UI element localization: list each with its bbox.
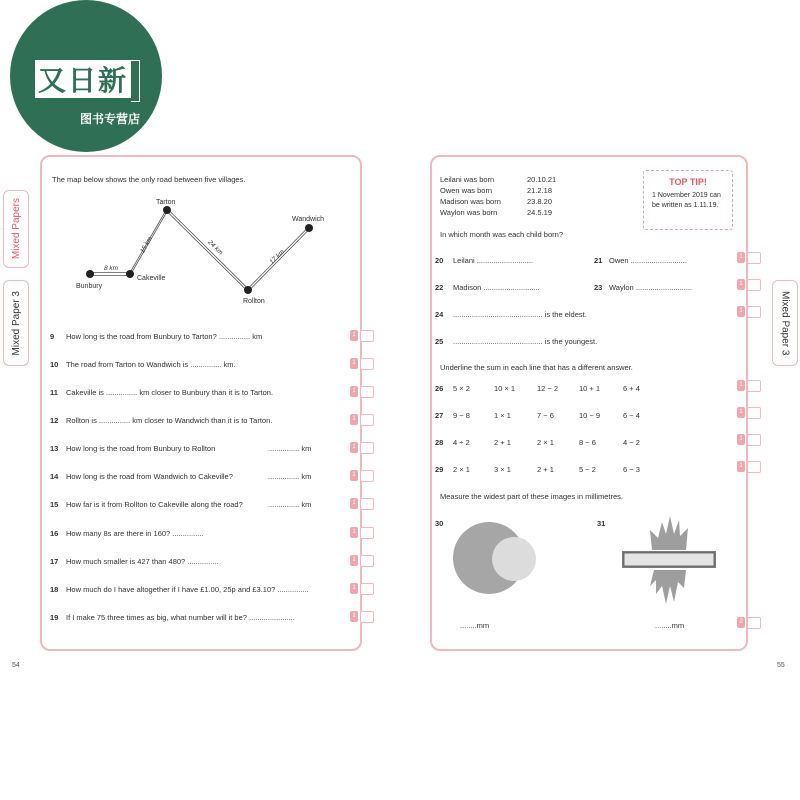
mark-box[interactable]: [737, 380, 761, 391]
mark-value: 1: [737, 407, 745, 418]
tab-mixed-paper-3-right[interactable]: [772, 280, 798, 366]
mark-box[interactable]: [350, 358, 374, 369]
mark-box[interactable]: [737, 407, 761, 418]
mark-value: 1: [350, 555, 358, 566]
answer-line-owen[interactable]: Owen ...........................: [609, 256, 687, 265]
mark-value: 1: [737, 279, 745, 290]
question-number: 19: [50, 613, 59, 622]
village-label-cakeville: Cakeville: [137, 275, 166, 282]
birth-date-waylon: 24.5.19: [527, 208, 553, 217]
village-label-rollton: Rollton: [243, 298, 265, 305]
question-number: 20: [435, 256, 444, 265]
tab-mixed-paper-3-label: Mixed Paper 3: [10, 290, 22, 356]
birth-name-madison: Madison was born: [440, 197, 501, 206]
village-label-wandwich: Wandwich: [292, 216, 325, 223]
birth-name-waylon: Waylon was born: [440, 208, 498, 217]
mark-box[interactable]: [350, 442, 374, 453]
question-text: How long is the road from Bunbury to Tarton? ............... km: [66, 332, 263, 341]
mark-box[interactable]: [737, 461, 761, 472]
month-question: In which month was each child born?: [440, 230, 563, 239]
score-box[interactable]: [747, 407, 761, 419]
logo-subtitle: 图书专营店: [79, 112, 140, 126]
question-text: Rollton is ............... km closer to Wandwich than it is to Tarton.: [66, 416, 273, 425]
sum-option[interactable]: 5 − 2: [579, 465, 596, 474]
score-box[interactable]: [360, 498, 374, 510]
sum-option[interactable]: 10 + 1: [579, 384, 601, 393]
question-number: 18: [50, 585, 59, 594]
distance-label-tarton-rollton: 24 km: [206, 239, 224, 257]
village-dot-bunbury: [86, 270, 94, 278]
page-number-left: 54: [12, 662, 20, 669]
score-box[interactable]: [747, 279, 761, 291]
question-number: 22: [435, 283, 444, 292]
answer-line-q30[interactable]: ........mm: [460, 621, 490, 630]
question-number: 13: [50, 444, 59, 453]
sum-option[interactable]: 6 + 4: [623, 384, 640, 393]
answer-line-madison[interactable]: Madison ...........................: [453, 283, 540, 292]
question-number: 31: [597, 519, 606, 528]
mark-value: 1: [350, 583, 358, 594]
score-box[interactable]: [747, 434, 761, 446]
village-dot-rollton: [244, 286, 252, 294]
mark-value: 1: [737, 434, 745, 445]
question-number: 11: [50, 388, 58, 397]
mark-box[interactable]: [350, 414, 374, 425]
sum-option[interactable]: 1 × 1: [494, 411, 511, 420]
mark-box[interactable]: [350, 583, 374, 594]
mark-value: 1: [350, 527, 358, 538]
mark-box[interactable]: [350, 330, 374, 341]
page-number-right: 55: [777, 662, 785, 669]
mark-value: 1: [737, 252, 745, 263]
score-box[interactable]: [360, 527, 374, 539]
birth-date-madison: 23.8.20: [527, 197, 553, 206]
store-logo: [10, 0, 162, 152]
birth-name-leilani: Leilani was born: [440, 175, 495, 184]
mark-value: 1: [350, 414, 358, 425]
question-number: 23: [594, 283, 603, 292]
mark-value: 1: [737, 461, 745, 472]
score-box[interactable]: [747, 252, 761, 264]
distance-label-bunbury-cakeville: 8 km: [104, 265, 119, 272]
question-number: 26: [435, 384, 444, 393]
question-number: 15: [50, 500, 59, 509]
birth-date-leilani: 20.10.21: [527, 175, 557, 184]
logo-frame: [131, 60, 140, 102]
question-number: 21: [594, 256, 603, 265]
question-number: 12: [50, 416, 59, 425]
question-number: 24: [435, 310, 444, 319]
mark-value: 2: [737, 617, 745, 628]
mark-box[interactable]: [737, 306, 761, 317]
sum-option[interactable]: 7 − 6: [537, 411, 554, 420]
question-number: 9: [50, 332, 55, 341]
sum-option[interactable]: 4 ÷ 2: [453, 438, 470, 447]
mark-box[interactable]: [350, 386, 374, 397]
answer-line-leilani[interactable]: Leilani ...........................: [453, 256, 534, 265]
score-box[interactable]: [360, 330, 374, 342]
score-box[interactable]: [360, 555, 374, 567]
circles-image: [450, 522, 540, 602]
burst-top: [650, 516, 688, 550]
score-box[interactable]: [360, 414, 374, 426]
burst-bottom: [650, 570, 686, 604]
top-tip-body: 1 November 2019 can be written as 1.11.19.: [652, 192, 721, 209]
mark-box[interactable]: [350, 555, 374, 566]
bar-burst-image: [618, 514, 720, 606]
sum-option[interactable]: 6 − 4: [623, 411, 640, 420]
top-tip-title: TOP TIP!: [669, 177, 707, 187]
question-number: 30: [435, 519, 444, 528]
sum-option[interactable]: 2 × 1: [453, 465, 470, 474]
question-number: 17: [50, 557, 59, 566]
distance-label-rollton-wandwich: 17 km: [268, 248, 286, 266]
score-box[interactable]: [747, 461, 761, 473]
question-number: 27: [435, 411, 444, 420]
mark-value: 1: [737, 380, 745, 391]
sum-option[interactable]: 8 − 6: [579, 438, 596, 447]
mark-value: 1: [350, 611, 358, 622]
question-number: 16: [50, 529, 59, 538]
score-box[interactable]: [747, 380, 761, 392]
mark-box[interactable]: [350, 470, 374, 481]
tab-mixed-papers-label: Mixed Papers: [10, 198, 22, 260]
village-map: [60, 190, 350, 315]
answer-line[interactable]: ............... km: [268, 500, 312, 509]
score-box[interactable]: [360, 358, 374, 370]
mark-value: 1: [350, 358, 358, 369]
village-label-tarton: Tarton: [156, 199, 176, 206]
question-text: How much do I have altogether if I have £1.00, 25p and £3.10? ...............: [66, 585, 309, 594]
mark-box[interactable]: [737, 252, 761, 263]
question-text: How much smaller is 427 than 480? ...............: [66, 557, 219, 566]
tab-mixed-paper-3-right-label: Mixed Paper 3: [779, 290, 791, 356]
sum-option[interactable]: 9 − 8: [453, 411, 470, 420]
score-box[interactable]: [360, 611, 374, 623]
sum-instruction: Underline the sum in each line that has a different answer.: [440, 363, 633, 372]
sum-option[interactable]: 5 × 2: [453, 384, 470, 393]
mark-box[interactable]: [737, 279, 761, 290]
tab-mixed-paper-3[interactable]: [3, 280, 29, 366]
answer-line[interactable]: ............... km: [268, 472, 312, 481]
mark-box[interactable]: [737, 617, 761, 628]
sum-option[interactable]: 10 × 1: [494, 384, 516, 393]
road: [90, 209, 309, 292]
question-number: 25: [435, 337, 444, 346]
score-box[interactable]: [360, 583, 374, 595]
question-text: How far is it from Rollton to Cakeville along the road?: [66, 500, 243, 509]
bar-inner: [624, 553, 714, 566]
score-box[interactable]: [747, 306, 761, 318]
sum-option[interactable]: 2 + 1: [494, 438, 511, 447]
small-circle: [492, 537, 536, 581]
answer-line-waylon[interactable]: Waylon ...........................: [609, 283, 693, 292]
mark-box[interactable]: [350, 611, 374, 622]
village-dot-tarton: [163, 206, 171, 214]
score-box[interactable]: [360, 470, 374, 482]
measure-instruction: Measure the widest part of these images in millimetres.: [440, 492, 623, 501]
answer-line-q31[interactable]: ........mm: [655, 621, 685, 630]
village-dot-wandwich: [305, 224, 313, 232]
question-text: Cakeville is ............... km closer to Bunbury than it is to Tarton.: [66, 388, 274, 397]
sum-option[interactable]: 4 − 2: [623, 438, 640, 447]
question-number: 10: [50, 360, 59, 369]
score-box[interactable]: [360, 442, 374, 454]
mark-box[interactable]: [350, 527, 374, 538]
sum-option[interactable]: 6 − 3: [623, 465, 640, 474]
mark-value: 1: [350, 442, 358, 453]
question-text: The road from Tarton to Wandwich is ............... km.: [66, 360, 236, 369]
answer-line-eldest[interactable]: ........................................... is the eldest.: [453, 310, 587, 319]
sum-option[interactable]: 3 × 1: [494, 465, 511, 474]
question-number: 29: [435, 465, 444, 474]
question-text: How many 8s are there in 160? ...............: [66, 529, 204, 538]
distance-label-cakeville-tarton: 15 km: [139, 235, 155, 255]
birth-name-owen: Owen was born: [440, 186, 493, 195]
top-tip-box: [643, 170, 733, 230]
answer-line[interactable]: ............... km: [268, 444, 312, 453]
question-text: How long is the road from Wandwich to Cakeville?: [66, 472, 233, 481]
answer-line-youngest[interactable]: ........................................... is the youngest.: [453, 337, 598, 346]
mark-box[interactable]: [350, 498, 374, 509]
mark-value: 1: [350, 386, 358, 397]
map-intro: The map below shows the only road between five villages.: [52, 175, 246, 184]
question-text: How long is the road from Bunbury to Rollton: [66, 444, 216, 453]
sum-option[interactable]: 12 − 2: [537, 384, 559, 393]
question-text: If I make 75 three times as big, what number will it be? ......................: [66, 613, 295, 622]
logo-name: 又日新: [35, 60, 131, 98]
sum-option[interactable]: 10 − 9: [579, 411, 601, 420]
mark-box[interactable]: [737, 434, 761, 445]
mark-value: 1: [350, 470, 358, 481]
score-box[interactable]: [360, 386, 374, 398]
tab-mixed-papers[interactable]: [3, 190, 29, 268]
score-box[interactable]: [747, 617, 761, 629]
village-dot-cakeville: [126, 270, 134, 278]
birth-date-owen: 21.2.18: [527, 186, 553, 195]
sum-option[interactable]: 2 × 1: [537, 438, 554, 447]
village-label-bunbury: Bunbury: [76, 283, 103, 290]
question-number: 28: [435, 438, 444, 447]
sum-option[interactable]: 2 + 1: [537, 465, 554, 474]
mark-value: 1: [737, 306, 745, 317]
mark-value: 1: [350, 498, 358, 509]
question-number: 14: [50, 472, 59, 481]
mark-value: 1: [350, 330, 358, 341]
